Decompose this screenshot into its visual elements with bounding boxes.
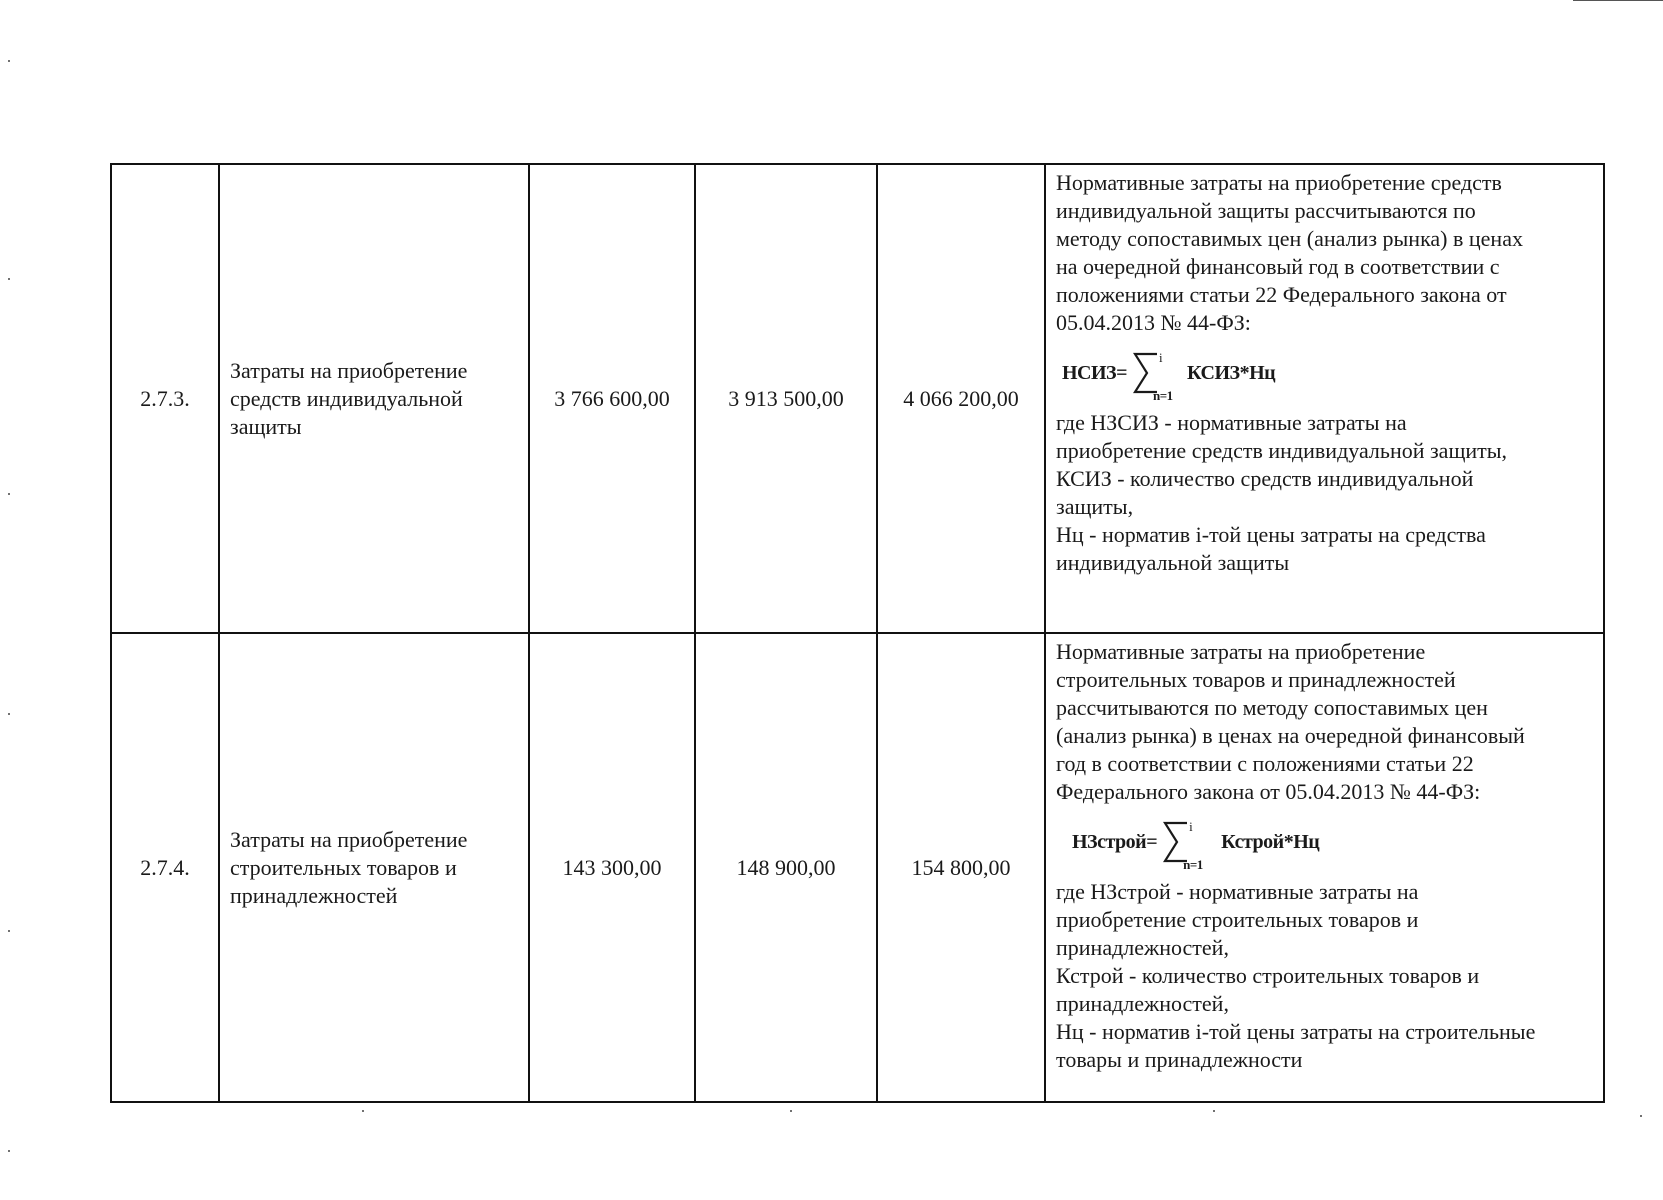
desc-line: строительных товаров и принадлежностей — [1056, 667, 1456, 692]
desc-line: год в соответствии с положениями статьи 22 — [1056, 751, 1474, 776]
sum-upper-limit: i — [1189, 819, 1193, 834]
desc-line: (анализ рынка) в ценах на очередной финансовый — [1056, 723, 1525, 748]
scan-speck — [8, 60, 10, 62]
sum-symbol — [1131, 348, 1173, 403]
value-year-1: 3 766 600,00 — [529, 164, 695, 633]
scan-speck — [8, 930, 10, 932]
desc-line: приобретение строительных товаров и — [1056, 907, 1419, 932]
desc-line: товары и принадлежности — [1056, 1047, 1303, 1072]
cost-table — [110, 163, 1605, 1103]
value-year-2: 148 900,00 — [695, 633, 877, 1102]
scan-speck — [1213, 1110, 1215, 1112]
desc-line: защиты, — [1056, 494, 1134, 519]
value-year-2: 3 913 500,00 — [695, 164, 877, 633]
desc-line: Нормативные затраты на приобретение средств — [1056, 170, 1502, 195]
sum-lower-limit: n=1 — [1183, 857, 1203, 872]
value-year-1: 143 300,00 — [529, 633, 695, 1102]
desc-line: положениями статьи 22 Федерального закона от — [1056, 282, 1507, 307]
desc-line: индивидуальной защиты — [1056, 550, 1290, 575]
row-name-line: Затраты на приобретение — [230, 357, 468, 383]
table-row — [111, 633, 1604, 1102]
scan-speck — [8, 713, 10, 715]
row-name-line: принадлежностей — [230, 882, 398, 908]
scan-speck — [8, 493, 10, 495]
desc-line: принадлежностей, — [1056, 991, 1229, 1016]
sum-upper-limit: i — [1159, 350, 1163, 365]
desc-line: принадлежностей, — [1056, 935, 1229, 960]
desc-line: на очередной финансовый год в соответствии с — [1056, 254, 1500, 279]
row-number: 2.7.3. — [111, 164, 219, 633]
value-year-3: 4 066 200,00 — [877, 164, 1045, 633]
desc-line: Кстрой - количество строительных товаров и — [1056, 963, 1480, 988]
table-row — [111, 164, 1604, 633]
scan-speck — [790, 1110, 792, 1112]
formula-rhs: Кстрой*Нц — [1221, 831, 1320, 853]
row-number: 2.7.4. — [111, 633, 219, 1102]
formula-rhs: КСИЗ*Нц — [1187, 362, 1276, 384]
row-description — [1045, 633, 1604, 1102]
scan-speck — [8, 1150, 10, 1152]
sum-lower-limit: n=1 — [1153, 388, 1173, 403]
desc-line: приобретение средств индивидуальной защиты, — [1056, 438, 1508, 463]
desc-line: КСИЗ - количество средств индивидуальной — [1056, 466, 1474, 491]
top-rule — [1573, 0, 1663, 1]
desc-line: где НЗстрой - нормативные затраты на — [1056, 879, 1419, 904]
desc-line: 05.04.2013 № 44-ФЗ: — [1056, 310, 1251, 335]
formula-lhs: НЗстрой= — [1072, 831, 1158, 853]
desc-line: где НЗСИЗ - нормативные затраты на — [1056, 410, 1407, 435]
desc-line: методу сопоставимых цен (анализ рынка) в ценах — [1056, 226, 1523, 251]
scan-speck — [362, 1110, 364, 1112]
desc-line: индивидуальной защиты рассчитываются по — [1056, 198, 1476, 223]
scan-speck — [8, 278, 10, 280]
row-name-line: средств индивидуальной — [230, 385, 463, 411]
row-name — [219, 633, 529, 1102]
row-name-line: защиты — [230, 413, 302, 439]
row-name-line: Затраты на приобретение — [230, 826, 468, 852]
formula — [1062, 339, 1595, 407]
desc-line: рассчитываются по методу сопоставимых цен — [1056, 695, 1488, 720]
desc-line: Нормативные затраты на приобретение — [1056, 639, 1426, 664]
row-description — [1045, 164, 1604, 633]
desc-line: Нц - норматив i-той цены затраты на строительные — [1056, 1019, 1536, 1044]
formula-lhs: НСИЗ= — [1062, 362, 1128, 384]
row-name-line: строительных товаров и — [230, 854, 457, 880]
scan-speck — [1640, 1115, 1642, 1117]
row-name — [219, 164, 529, 633]
desc-line: Федерального закона от 05.04.2013 № 44-ФЗ: — [1056, 779, 1481, 804]
sum-symbol — [1161, 817, 1203, 872]
desc-line: Нц - норматив i-той цены затраты на средства — [1056, 522, 1486, 547]
value-year-3: 154 800,00 — [877, 633, 1045, 1102]
formula — [1072, 808, 1595, 876]
